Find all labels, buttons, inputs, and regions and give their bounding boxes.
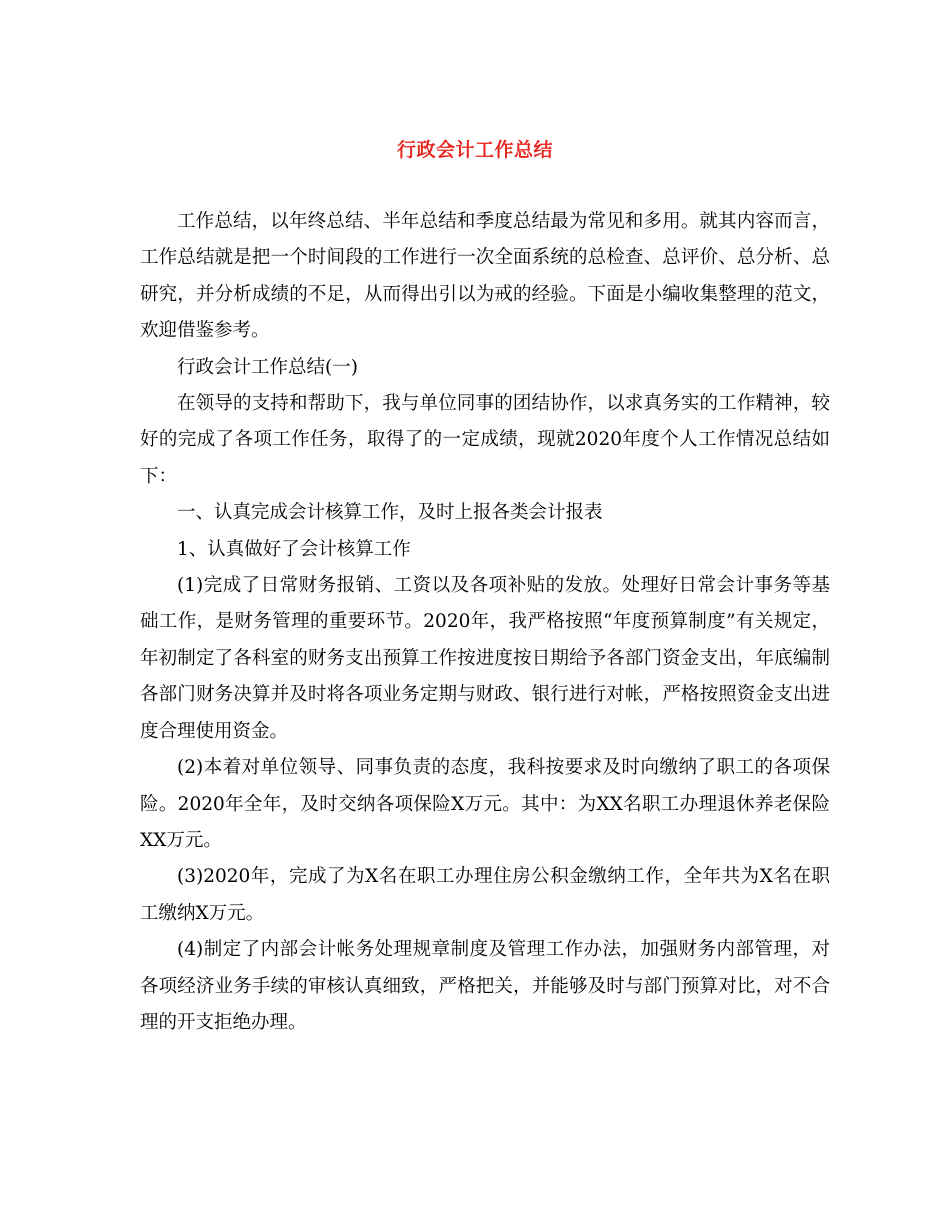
item-paragraph-1: (1)完成了日常财务报销、工资以及各项补贴的发放。处理好日常会计事务等基础工作，是财务管理的重要环节。2020年，我严格按照“年度预算制度”有关规定，年初制定了各科室的财务支出预算工作按进度按日期给予各部门资金支出，年底编制各部门财务决算并及时将各项业务定期与财政、银行进行对帐，严格按照资金支出进度合理使用资金。 <box>140 575 830 742</box>
subsection-heading: 一、认真完成会计核算工作，及时上报各类会计报表 <box>177 502 603 524</box>
item-paragraph-4: (4)制定了内部会计帐务处理规章制度及管理工作办法，加强财务内部管理，对各项经济业务手续的审核认真细致，严格把关，并能够及时与部门预算对比，对不合理的开支拒绝办理。 <box>140 939 830 1033</box>
item-heading: 1、认真做好了会计核算工作 <box>177 538 411 560</box>
item-paragraph-2: (2)本着对单位领导、同事负责的态度，我科按要求及时向缴纳了职工的各项保险。2020年全年，及时交纳各项保险X万元。其中：为XX名职工办理退休养老保险XX万元。 <box>140 757 830 851</box>
section-heading: 行政会计工作总结(一) <box>177 356 358 378</box>
item-paragraph-3: (3)2020年，完成了为X名在职工办理住房公积金缴纳工作，全年共为X名在职工缴纳X万元。 <box>140 866 830 924</box>
intro-paragraph: 工作总结，以年终总结、半年总结和季度总结最为常见和多用。就其内容而言，工作总结就是把一个时间段的工作进行一次全面系统的总检查、总评价、总分析、总研究，并分析成绩的不足，从而得出引以为戒的经验。下面是小编收集整理的范文，欢迎借鉴参考。 <box>140 211 830 342</box>
opening-paragraph: 在领导的支持和帮助下，我与单位同事的团结协作，以求真务实的工作精神，较好的完成了各项工作任务，取得了的一定成绩，现就2020年度个人工作情况总结如下： <box>140 393 830 487</box>
document-title: 行政会计工作总结 <box>396 139 553 161</box>
document-body <box>140 204 830 1041</box>
